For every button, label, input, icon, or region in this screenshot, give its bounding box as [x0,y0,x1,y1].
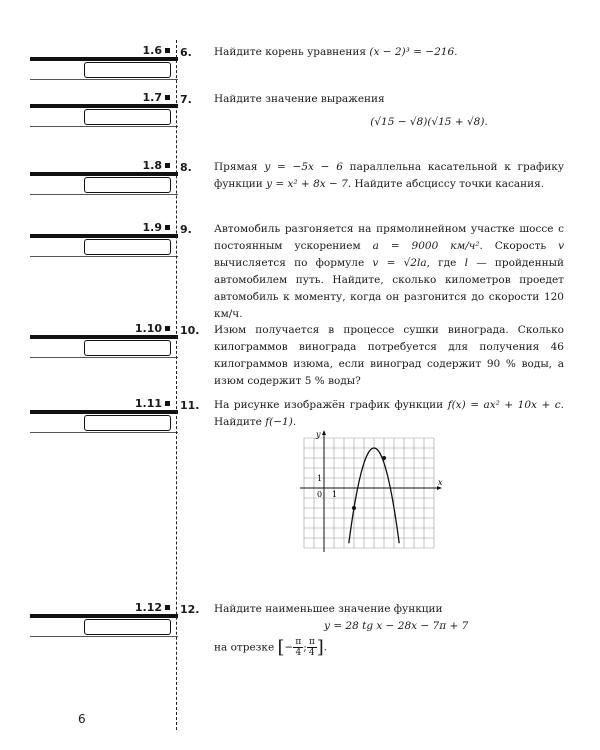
x-axis-label: x [438,478,443,487]
y-axis-label: y [316,430,321,439]
cut-line-divider [176,40,177,730]
task-statement: Найдите наименьшее значение функции [214,603,443,615]
numerator: π [308,637,315,647]
unit-x-label: 1 [332,490,338,499]
answer-bar [30,614,178,618]
answer-underline [30,357,178,358]
answer-input-box[interactable] [84,109,171,125]
separator: ; [303,641,307,654]
task-statement: Найдите значение выражения [214,93,385,105]
variable-v: v [558,240,565,252]
task-number: 10. [180,324,200,337]
answer-bar [30,335,178,339]
period: . [454,46,458,58]
task-text [214,91,564,131]
answer-label: 1.9 [143,222,171,234]
text-segment: Прямая [214,161,258,173]
function-formula: y = 28 tg x − 28x − 7π + 7 [324,620,469,632]
answer-underline [30,194,178,195]
line-equation: y = −5x − 6 [264,161,343,173]
task-number: 6. [180,46,192,59]
answer-field-1-11 [30,398,178,438]
answer-label: 1.6 [143,45,171,57]
answer-bar [30,234,178,238]
text-segment: — пройденный автомобилем путь. Найдите, сколько километров проедет автомобиль к моменту, когда он разгонится до скорости 120 км/ч. [214,257,564,320]
task-statement: Найдите корень уравнения [214,46,367,58]
answer-underline [30,256,178,257]
interval-open-bracket: [ [277,637,285,658]
fraction-left [293,637,303,658]
y-axis-arrow [322,430,326,435]
function-equation: y = x² + 8x − 7 [266,178,348,190]
answer-input-box[interactable] [84,177,171,193]
interval-close-bracket: ] [316,637,324,658]
answer-bar [30,172,178,176]
answer-underline [30,636,178,637]
denominator: 4 [295,648,302,658]
answer-field-1-7 [30,92,178,132]
page-number: 6 [78,712,86,726]
answer-underline [30,126,178,127]
numerator: π [295,637,302,647]
task-text [214,221,564,323]
text-segment: Автомобиль разгоняется на прямолинейном участке шоссе с постоянным ускорением [214,223,564,252]
task-number: 8. [180,161,192,174]
denominator: 4 [308,648,315,658]
text-segment: . Найдите абсциссу точки касания. [347,178,545,190]
equation: (x − 2)³ = −216 [369,46,455,58]
target-value: f(−1) [265,416,293,428]
text-segment: параллельна касательной к графику функции [214,161,564,190]
answer-underline [30,432,178,433]
answer-field-1-10 [30,323,178,363]
answer-label: 1.11 [135,398,170,410]
variable-l: l [464,257,468,269]
task-number: 9. [180,223,192,236]
answer-bar [30,104,178,108]
fraction-right [307,637,317,658]
period: . [484,116,488,128]
origin-label: 0 [317,490,323,499]
minus-sign: − [284,641,294,654]
task-text [214,44,564,61]
task-text: Изюм получается в процессе сушки винограда. Сколько килограммов винограда потребуется для получения 46 килограммов изюма, если виноград содержит 90 % воды, а изюм содержит 5 % воды? [214,324,564,387]
answer-label: 1.10 [135,323,170,335]
task-text [214,159,564,193]
unit-y-label: 1 [317,474,323,483]
answer-label: 1.8 [143,160,171,172]
text-segment: На рисунке изображён график функции [214,399,444,411]
answer-field-1-9 [30,222,178,262]
function-formula: f(x) = ax² + 10x + c [447,399,561,411]
task-text [214,397,564,431]
expression: (√15 − √8)(√15 + √8) [370,116,485,128]
velocity-formula: v = √2la [372,257,427,269]
answer-field-1-8 [30,160,178,200]
answer-bar [30,410,178,414]
task-number: 11. [180,399,200,412]
task-text [214,601,564,658]
answer-input-box[interactable] [84,62,171,78]
answer-field-1-6 [30,45,178,85]
task-number: 7. [180,93,192,106]
answer-underline [30,79,178,80]
answer-input-box[interactable] [84,340,171,356]
period: . [323,641,328,654]
period: . [292,416,297,428]
answer-field-1-12 [30,602,178,642]
answer-input-box[interactable] [84,619,171,635]
text-segment: , где [426,257,457,269]
graph-svg [296,430,456,575]
text-segment: . Найдите [214,399,564,428]
marked-point [382,456,386,460]
marked-point [352,506,356,510]
answer-input-box[interactable] [84,415,171,431]
answer-bar [30,57,178,61]
text-segment: . Скорость [479,240,547,252]
function-graph [296,430,456,579]
text-segment: вычисляется по формуле [214,257,365,269]
answer-input-box[interactable] [84,239,171,255]
acceleration-value: a = 9000 км/ч² [372,240,480,252]
text-segment: на отрезке [214,641,275,654]
task-number: 12. [180,603,200,616]
answer-label: 1.7 [143,92,171,104]
answer-label: 1.12 [135,602,170,614]
